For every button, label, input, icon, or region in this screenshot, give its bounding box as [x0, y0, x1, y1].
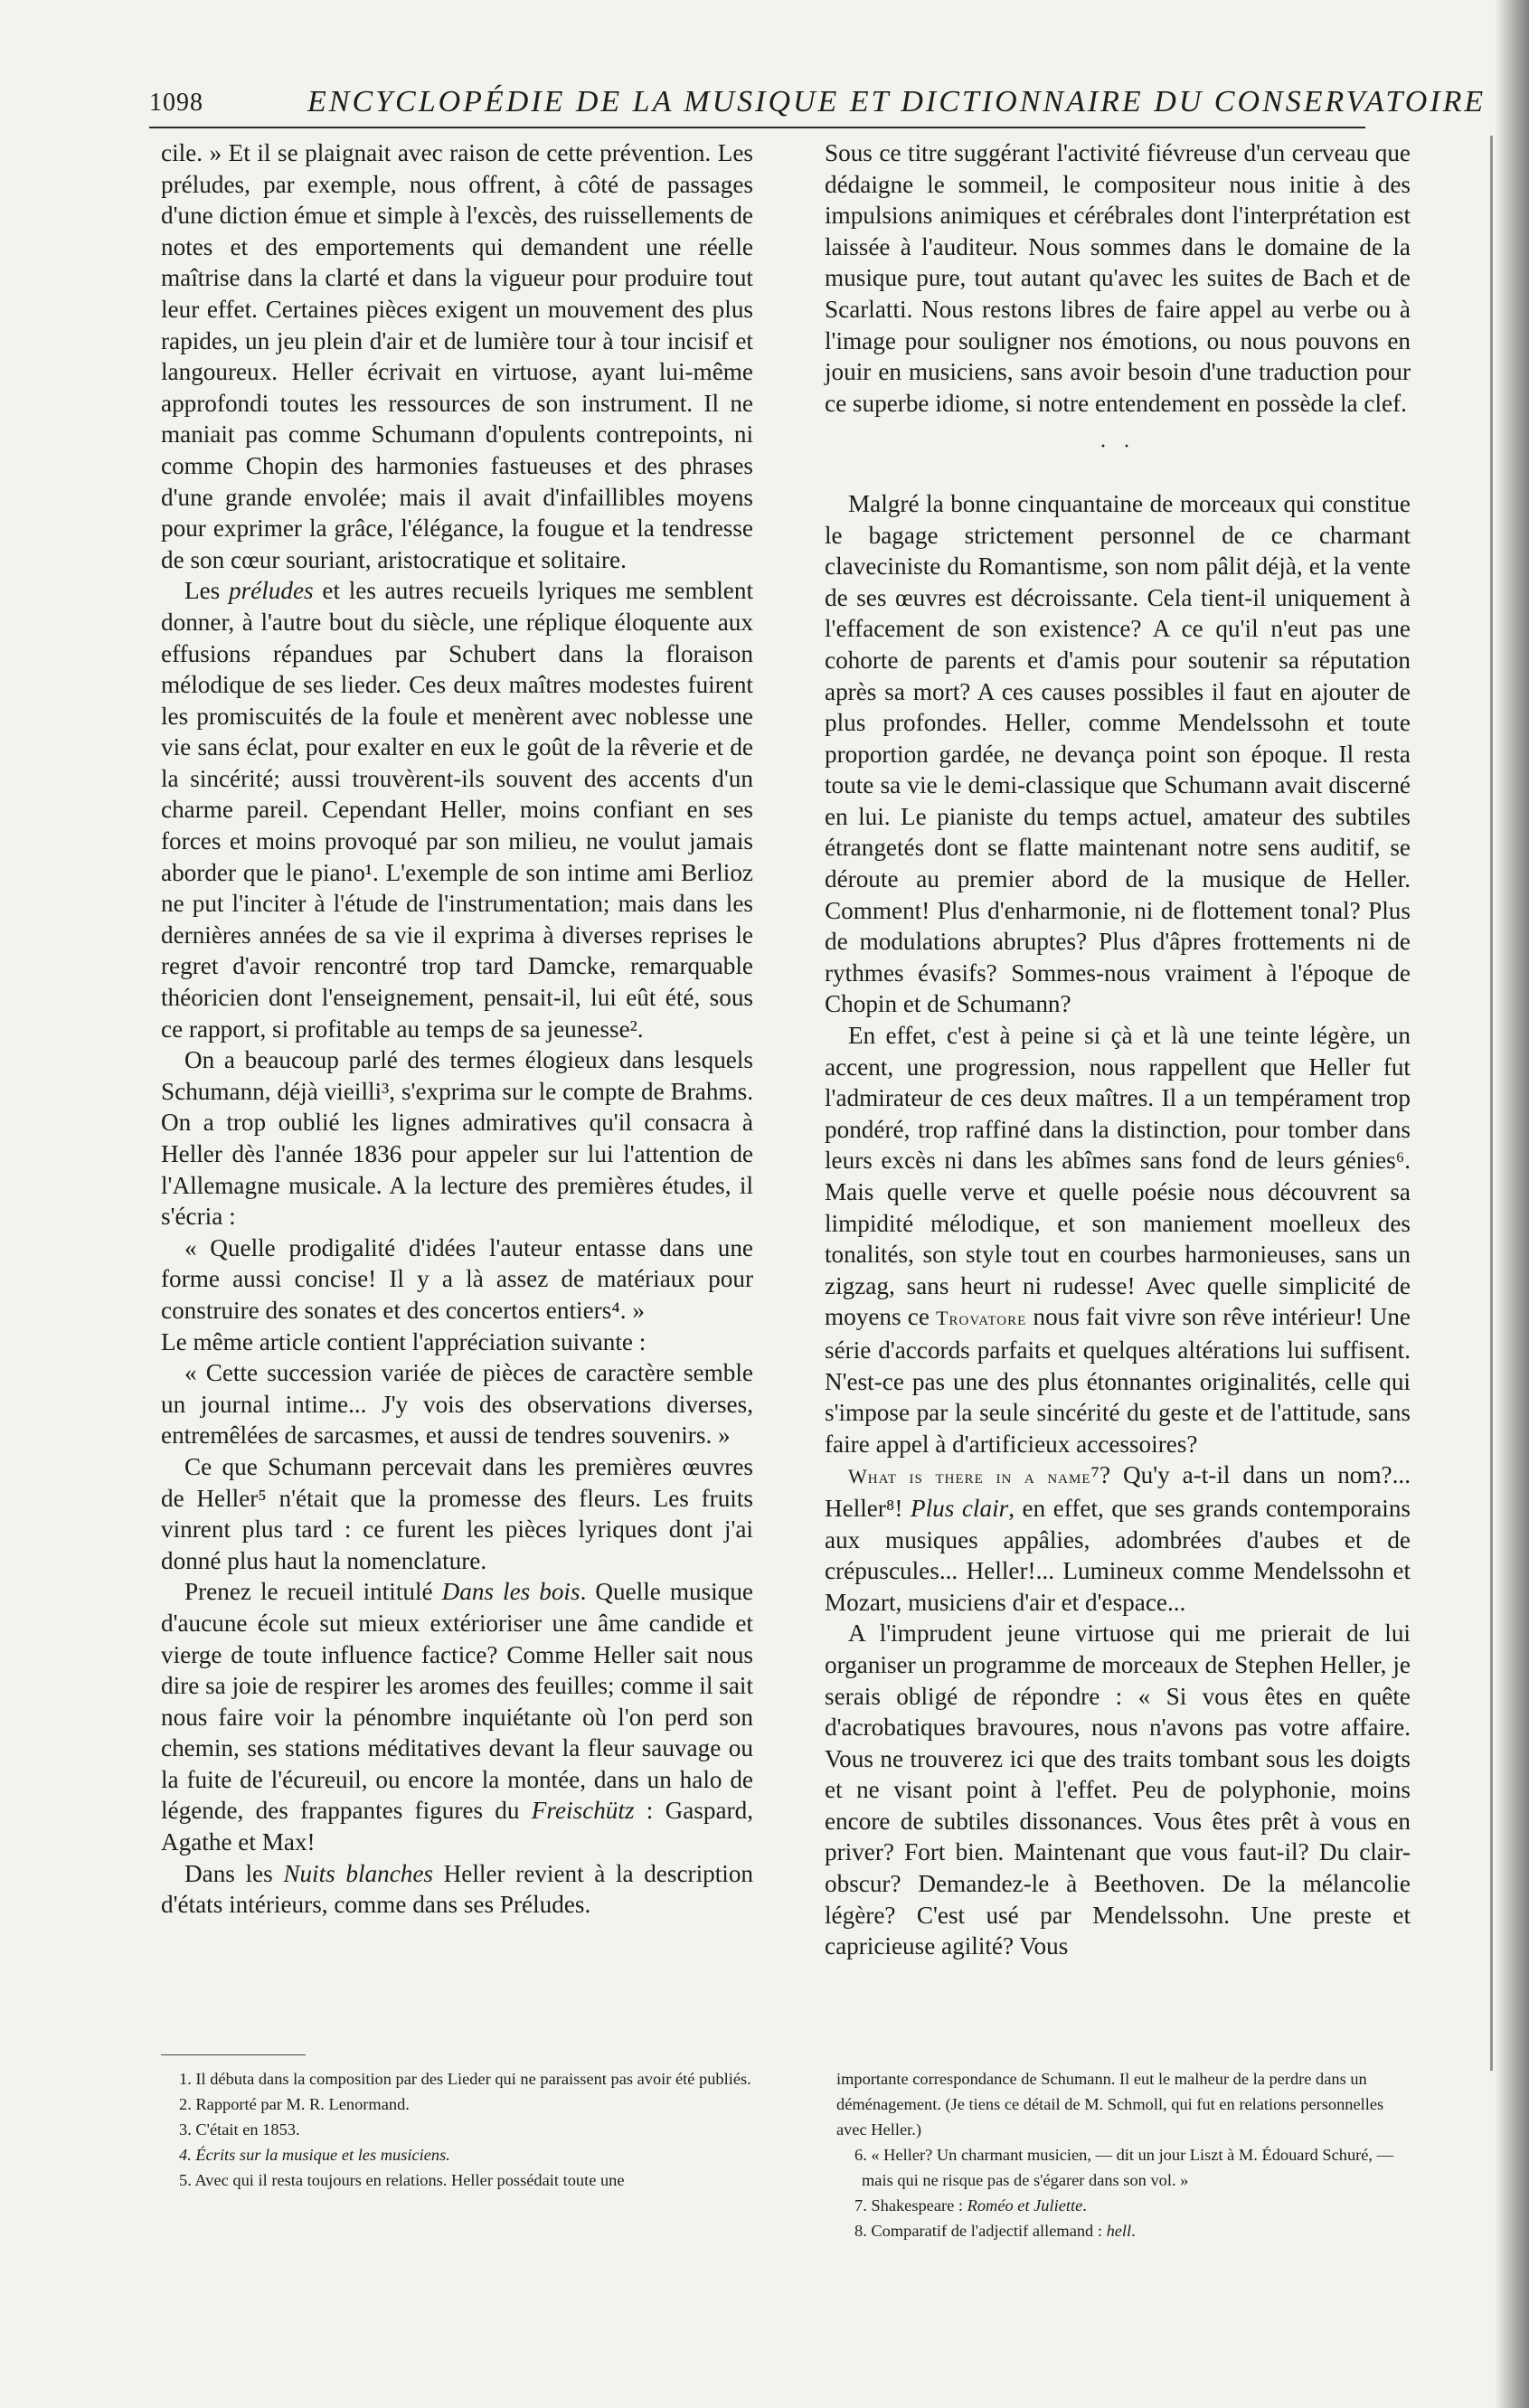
footnote: 4. Écrits sur la musique et les musiciens.: [179, 2146, 450, 2164]
paragraph: En effet, c'est à peine si çà et là une teinte légère, un accent, une progression, nous rappellent que Heller fut l'admirateur de ces deux maîtres. Il a un tempérament trop pondéré, trop raffiné dans la distinction, pour tomber dans leurs excès ni dans les abîmes sans fond de leurs génies⁶. Mais quelle verve et quelle poésie nous découvrent sa limpidité mélodique, et son maniement moelleux des tonalités, son style tout en courbes harmonieuses, sans un zigzag, sans heurt ni rudesse! Avec quelle simplicité de moyens ce Trovatore nous fait vivre son rêve intérieur! Une série d'accords parfaits et quelques altérations lui suffisent. N'est-ce pas une des plus étonnantes originalités, celle qui s'impose par la seule sincérité du geste et de l'attitude, sans faire appel à d'artificieux accessoires?: [825, 1022, 1411, 1458]
page-edge-shadow: [1495, 0, 1529, 2408]
footnote-rule: [161, 2054, 306, 2055]
paragraph: A l'imprudent jeune virtuose qui me prierait de lui organiser un programme de morceaux de Stephen Heller, je serais obligé de répondre : « Si vous êtes en quête d'acrobatiques bravoures, nous n'avons pas votre affaire. Vous ne trouverez ici que des traits tombant sous les doigts et ne visant point à l'effet. Peu de polyphonie, moins encore de subtiles dissonances. Vous êtes prêt à vous en priver? Fort bien. Maintenant que vous faut-il? Du clair-obscur? Demandez-le à Beethoven. De la mélancolie légère? C'est usé par Mendelssohn. Une preste et capricieuse agilité? Vous: [825, 1619, 1411, 1960]
running-head: ENCYCLOPÉDIE DE LA MUSIQUE ET DICTIONNAIRE DU CONSERVATOIRE: [307, 85, 1487, 118]
section-separator: · ·: [1100, 435, 1136, 459]
paragraph: Prenez le recueil intitulé Dans les bois. Quelle musique d'aucune école sut mieux extérioriser une âme candide et vierge de toute influence factice? Comme Heller sait nous dire sa joie de respirer les aromes des feuilles; comme il sait nous faire voir la pénombre inquiétante où l'on perd son chemin, ses stations méditatives devant la fleur sauvage ou la fuite de l'écureuil, ou encore la montée, dans un halo de légende, des frappantes figures du Freischütz : Gaspard, Agathe et Max!: [161, 1578, 753, 1856]
quotation: « Quelle prodigalité d'idées l'auteur entasse dans une forme aussi concise! Il y a là assez de matériaux pour construire des sonates et des concertos entiers⁴. »: [161, 1233, 753, 1324]
footnote: 2. Rapporté par M. R. Lenormand.: [179, 2095, 410, 2113]
footnotes-right: [836, 2066, 1415, 2243]
footnote: 5. Avec qui il resta toujours en relations. Heller possédait toute une: [179, 2171, 625, 2189]
quotation: « Cette succession variée de pièces de caractère semble un journal intime... J'y vois des observations diverses, entremêlées de sarcasmes, et aussi de tendres souvenirs. »: [161, 1359, 753, 1450]
page-header: [149, 83, 1487, 128]
gutter-line: [1490, 136, 1493, 2071]
paragraph: Les préludes et les autres recueils lyriques me semblent donner, à l'autre bout du siècle, une réplique éloquente aux effusions répandues par Schubert dans la floraison mélodique de ses lieder. Ces deux maîtres modestes fuirent les promiscuités de la foule et menèrent avec noblesse une vie sans éclat, pour exalter en eux le goût de la rêverie et de la sincérité; aussi trouvèrent-ils souvent des accents d'un charme pareil. Cependant Heller, moins confiant en ses forces et moins provoqué par son milieu, ne voulut jamais aborder que le piano¹. L'exemple de son intime ami Berlioz ne put l'inciter à l'étude de l'instrumentation; mais dans les dernières années de sa vie il exprima à diverses reprises le regret d'avoir rencontré trop tard Damcke, remarquable théoricien dont l'enseignement, pensait-il, lui eût été, sous ce rapport, si profitable au temps de sa jeunesse².: [161, 577, 754, 1043]
page-number: 1098: [149, 89, 203, 117]
paragraph: Le même article contient l'appréciation suivante :: [161, 1327, 647, 1355]
paragraph: On a beaucoup parlé des termes élogieux dans lesquels Schumann, déjà vieilli³, s'exprima sur le compte de Brahms. On a trop oublié les lignes admiratives qu'il consacra à Heller dès l'année 1836 pour appeler sur lui l'attention de l'Allemagne musicale. A la lecture des premières études, il s'écria :: [161, 1046, 753, 1231]
paragraph: Malgré la bonne cinquantaine de morceaux qui constitue le bagage strictement personnel de ce charmant claveciniste du Romantisme, son nom pâlit déjà, et la vente de ses œuvres est décroissante. Cela tient-il uniquement à l'effacement de son existence? A ce qu'il n'eut pas une cohorte de parents et d'amis pour soutenir sa réputation après sa mort? A ces causes possibles il faut en ajouter de plus profondes. Heller, comme Mendelssohn et toute proportion gardée, ne devança point son époque. Il resta toute sa vie le demi-classique que Schumann avait discerné en lui. Le pianiste du temps actuel, amateur des subtiles étrangetés dont se flatte maintenant notre sens auditif, se déroute au premier abord de la musique de Heller. Comment! Plus d'enharmonie, ni de flottement tonal? Plus de modulations abruptes? Plus d'âpres frottements ni de rythmes évasifs? Sommes-nous vraiment à l'époque de Chopin et de Schumann?: [825, 489, 1411, 1018]
paragraph: Ce que Schumann percevait dans les premières œuvres de Heller⁵ n'était que la promesse des fleurs. Les fruits vinrent plus tard : ce furent les pièces lyriques dont j'ai donné plus haut la nomenclature.: [161, 1452, 753, 1574]
paragraph: Sous ce titre suggérant l'activité fiévreuse d'un cerveau que dédaigne le sommeil, le compositeur nous initie à des impulsions animiques et cérébrales dont l'interprétation est laissée à l'auditeur. Nous sommes dans le domaine de la musique pure, tout autant qu'avec les suites de Bach et de Scarlatti. Nous restons libres de faire appel au verbe ou à l'image pour souligner nos émotions, ou nous pouvons en jouir en musiciens, sans avoir besoin d'une traduction pour ce superbe idiome, si notre entendement en possède la clef.: [825, 139, 1411, 417]
footnote: 1. Il débuta dans la composition par des Lieder qui ne paraissent pas avoir été publiés.: [179, 2070, 751, 2088]
footnote: 3. C'était en 1853.: [179, 2120, 300, 2139]
footnote: 8. Comparatif de l'adjectif allemand : hell.: [854, 2222, 1136, 2240]
footnotes-left: [161, 2066, 753, 2193]
left-column: [161, 137, 753, 1921]
paragraph: What is there in a name⁷? Qu'y a-t-il dans un nom?... Heller⁸! Plus clair, en effet, que ses grands contemporains aux musiques appâlies, adombrées d'aubes et de crépuscules... Heller!... Lumineux comme Mendelssohn et Mozart, musiciens d'air et d'espace...: [825, 1461, 1411, 1616]
right-column: [825, 137, 1411, 1962]
footnote-continuation: importante correspondance de Schumann. Il eut le malheur de la perdre dans un déménagement. (Je tiens ce détail de M. Schmoll, qui fut en relations personnelles avec Heller.): [836, 2070, 1384, 2139]
footnote: 7. Shakespeare : Roméo et Juliette.: [854, 2196, 1087, 2214]
paragraph: Dans les Nuits blanches Heller revient à la description d'états intérieurs, comme dans ses Préludes.: [161, 1859, 754, 1919]
footnote: 6. « Heller? Un charmant musicien, — dit un jour Liszt à M. Édouard Schuré, — mais qui ne risque pas de s'égarer dans son vol. »: [854, 2146, 1394, 2189]
paragraph: cile. » Et il se plaignait avec raison de cette prévention. Les préludes, par exemple, nous offrent, à côté de passages d'une diction émue et simple à l'excès, des ruissellements de notes et des emportements qui demandent une réelle maîtrise dans la clarté et dans la vigueur pour produire tout leur effet. Certaines pièces exigent un mouvement des plus rapides, un jeu plein d'air et de lumière tour à tour incisif et langoureux. Heller écrivait en virtuose, ayant lui-même approfondi toutes les ressources de son instrument. Il ne maniait pas comme Schumann d'opulents contrepoints, ni comme Chopin des harmonies fastueuses et des phrases d'une grande envolée; mais il avait d'infaillibles moyens pour exprimer la grâce, l'élégance, la fougue et la tendresse de son cœur souriant, aristocratique et solitaire.: [161, 139, 753, 573]
